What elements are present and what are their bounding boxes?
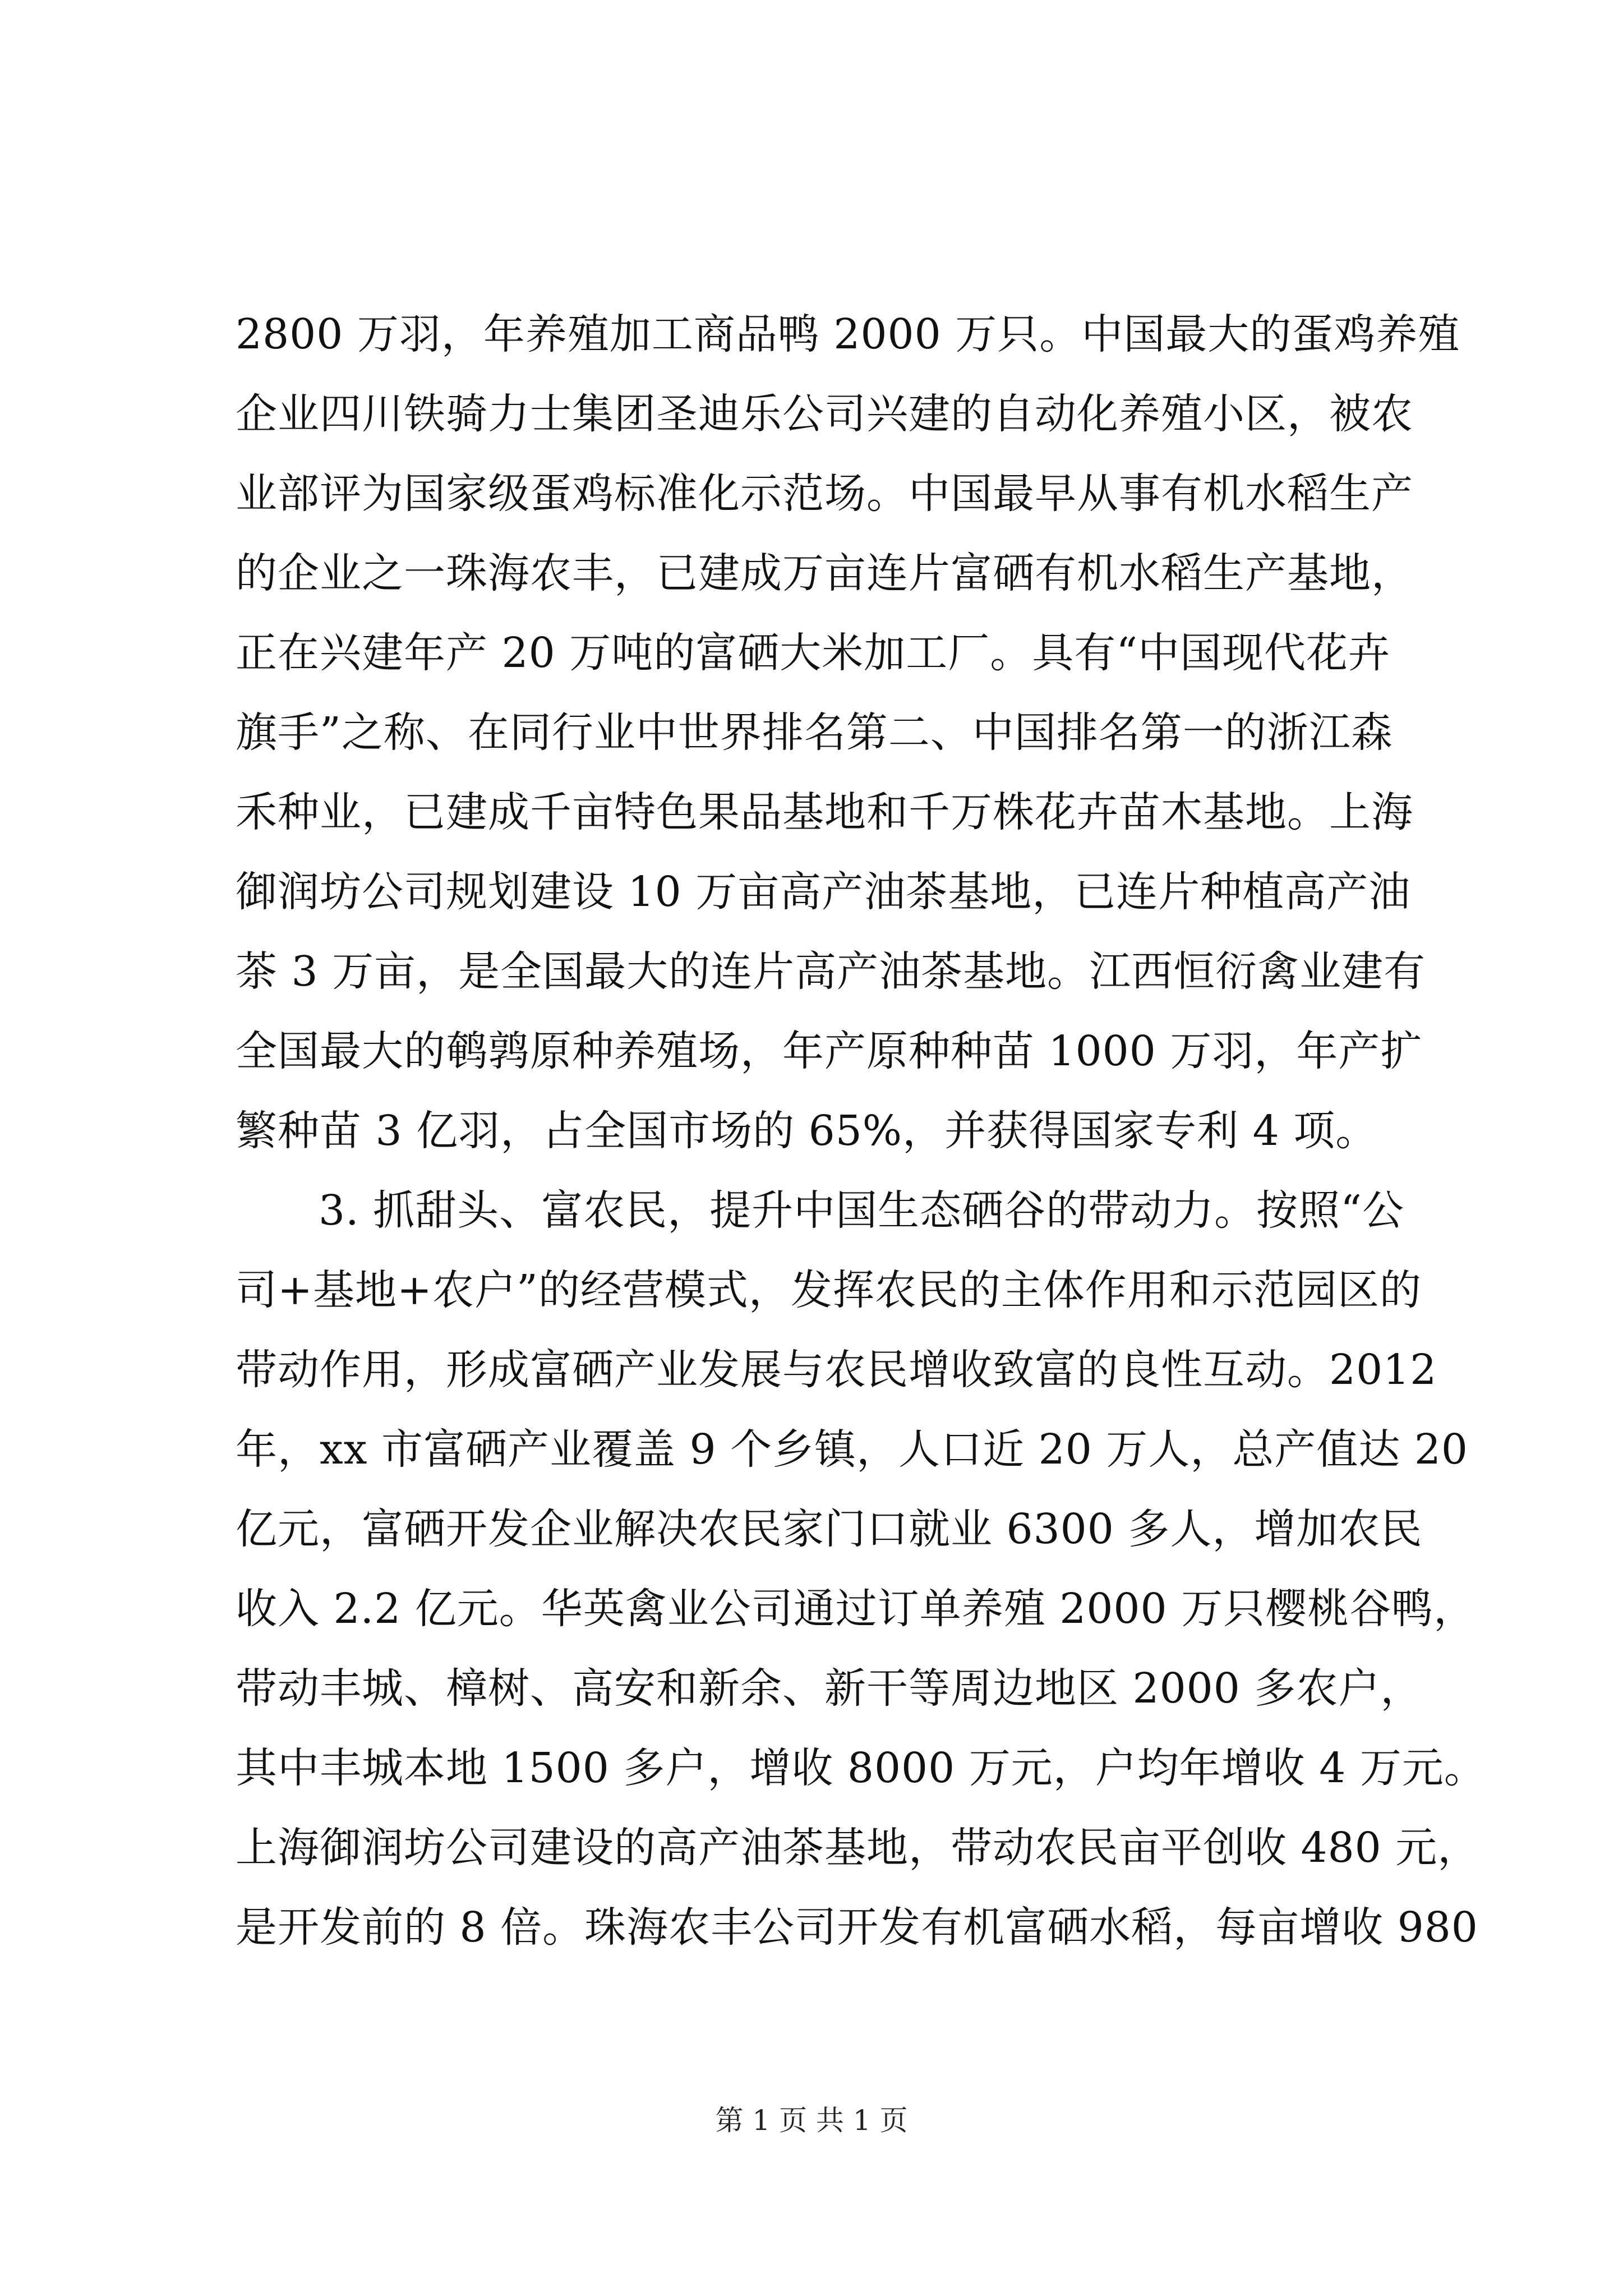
paragraph-line-1: 2800 万羽，年养殖加工商品鸭 2000 万只。中国最大的蛋鸡养殖 (236, 310, 1460, 358)
paragraph-line-6: 旗手”之称、在同行业中世界排名第二、中国排名第一的浙江森 (236, 708, 1393, 757)
paragraph-line-14: 带动作用，形成富硒产业发展与农民增收致富的良性互动。2012 (236, 1346, 1437, 1394)
paragraph-line-7: 禾种业，已建成千亩特色果品基地和千万株花卉苗木基地。上海 (236, 788, 1413, 836)
paragraph-line-13: 司+基地+农户”的经营模式，发挥农民的主体作用和示范园区的 (236, 1266, 1422, 1314)
paragraph-line-21: 是开发前的 8 倍。珠海农丰公司开发有机富硒水稻，每亩增收 980 (236, 1903, 1478, 1952)
paragraph-line-9: 茶 3 万亩，是全国最大的连片高产油茶基地。江西恒衍禽业建有 (236, 947, 1426, 996)
paragraph-line-2: 企业四川铁骑力士集团圣迪乐公司兴建的自动化养殖小区，被农 (236, 390, 1413, 438)
paragraph-line-11: 繁种苗 3 亿羽，占全国市场的 65%，并获得国家专利 4 项。 (236, 1107, 1378, 1155)
section-heading-line: 3. 抓甜头、富农民，提升中国生态硒谷的带动力。按照“公 (319, 1186, 1404, 1235)
paragraph-line-10: 全国最大的鹌鹑原种养殖场，年产原种种苗 1000 万羽，年产扩 (236, 1027, 1423, 1075)
paragraph-line-15: 年，xx 市富硒产业覆盖 9 个乡镇，人口近 20 万人，总产值达 20 (236, 1425, 1469, 1474)
paragraph-line-16: 亿元，富硒开发企业解决农民家门口就业 6300 多人，增加农民 (236, 1505, 1423, 1553)
page-number-footer: 第 1 页 共 1 页 (715, 2104, 908, 2137)
paragraph-line-20: 上海御润坊公司建设的高产油茶基地，带动农民亩平创收 480 元， (236, 1824, 1480, 1872)
paragraph-line-19: 其中丰城本地 1500 多户，增收 8000 万元，户均年增收 4 万元。 (236, 1744, 1486, 1792)
paragraph-line-3: 业部评为国家级蛋鸡标准化示范场。中国最早从事有机水稻生产 (236, 470, 1413, 518)
paragraph-line-18: 带动丰城、樟树、高安和新余、新干等周边地区 2000 多农户， (236, 1664, 1423, 1713)
paragraph-line-8: 御润坊公司规划建设 10 万亩高产油茶基地，已连片种植高产油 (236, 868, 1411, 916)
paragraph-line-4: 的企业之一珠海农丰，已建成万亩连片富硒有机水稻生产基地， (236, 549, 1413, 597)
paragraph-line-5: 正在兴建年产 20 万吨的富硒大米加工厂。具有“中国现代花卉 (236, 629, 1391, 677)
paragraph-line-17: 收入 2.2 亿元。华英禽业公司通过订单养殖 2000 万只樱桃谷鸭， (236, 1585, 1476, 1633)
